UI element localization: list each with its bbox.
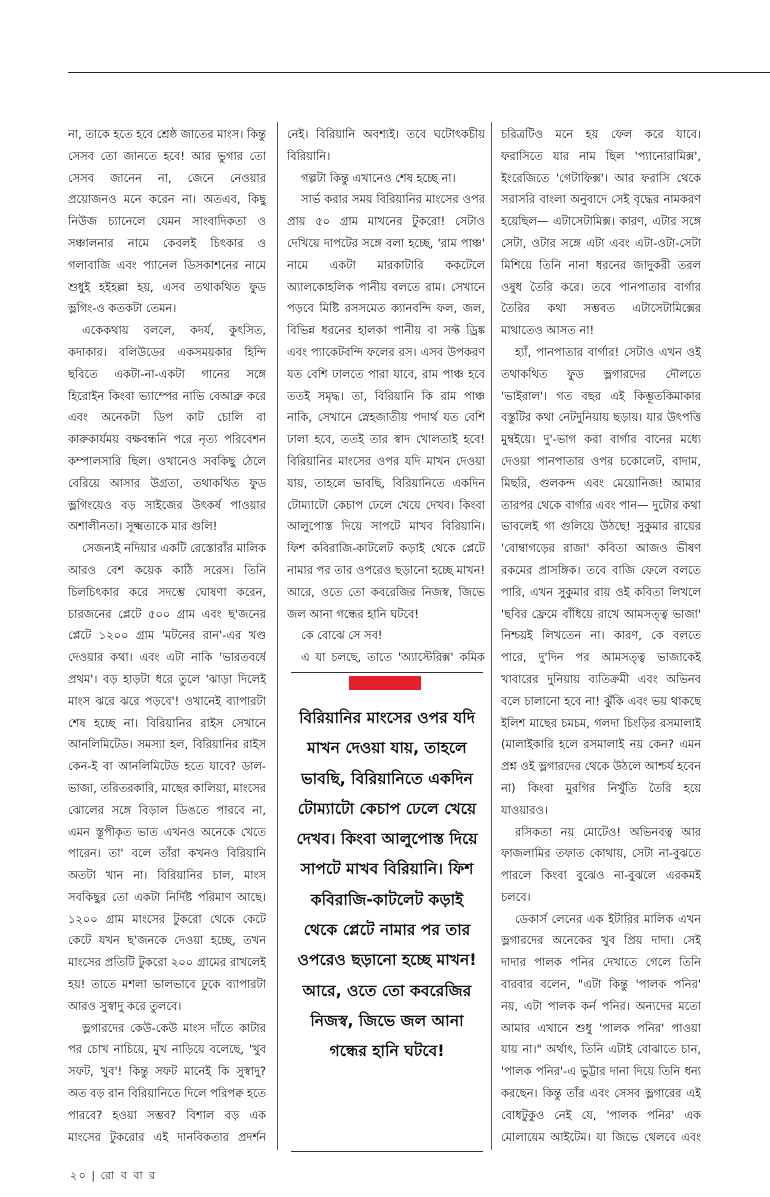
paragraph: ডেকার্স লেনের এক ইটারির মালিক এখন ভ্লগারদের অনেকের খুব প্রিয় দাদা। সেই দাদার পালক পনির দেখাতে গেলে তিনি বারবার বলেন, "এটা কিন্তু 'পালক পনির' নয়, এটা পালক কর্ন পনির। অন্যদের মতো আমার এখানে শুধু 'পালক পনির' পাওয়া যায় না।" অর্থাৎ, তিনি এটাই বোঝাতে চান, 'পালক পনির'-এ ভুট্টার দানা দিয়ে তিনি ধন্য করছেন। কিন্তু তাঁর এবং সেসব ভ্লগারের এই বোধটুকুও নেই যে, 'পালক পনির' এক মোলায়েম আইটেম। যা জিভে থেলবে এবং [501, 911, 701, 1144]
page-number: ২০ [70, 1169, 88, 1182]
paragraph: সার্ভ করার সময় বিরিয়ানির মাংসের ওপর প্রায় ৫০ গ্রাম মাখনের টুকরো! সেটাও দেখিয়ে দাপটের সঙ্গে বলা হচ্ছে, 'রাম পাঞ্চ' নামে একটা মারকাটারি ককটেলে অ্যালকোহলিক পানীয় বলতে রাম। সেখানে পড়বে মিষ্টি রসসমেত ক্যানবন্দি ফল, জল, বিভিন্ন ধরনের হালকা পানীয় বা সফ্ট ড্রিঙ্ক এবং প্যাকেটবন্দি ফলের রস। এসব উপকরণ যত বেশি ঢালতে পারা যাবে, রাম পাঞ্চ হবে ততই সমৃদ্ধ। তা, বিরিয়ানি কি রাম পাঞ্চ নাকি, সেখানে স্নেহজাতীয় পদার্থ যত বেশি ঢালা হবে, ততই তার স্বাদ খোলতাই হবে! বিরিয়ানির মাংসের ওপর যদি মাখন দেওয়া যায়, তাহলে ভাবছি, বিরিয়ানিতে একদিন টোম্যাটো কেচাপ ঢেলে খেয়ে দেখব। কিংবা আলুপোস্ত দিয়ে সাপটে মাখব বিরিয়ানি। ফিশ কবিরাজি-কাটলেট কড়াই থেকে প্লেটে নামার পর তার ওপরেও ছড়ানো হচ্ছে মাখন! আরে, ওতে তো কবরেজির নিজস্ব, জিভে জল আনা গন্ধের হানি ঘটবে! [287, 192, 485, 621]
paragraph: হ্যাঁ, পানপাতার বার্গার! সেটাও এখন ওই তথাকথিত ফুড ভ্লগারদের দৌলতে 'ভাইরাল'। গত বছর এই কিম্ভূতকিমাকার বস্তুটির কথা নেটদুনিয়ায় ছড়ায়। যার উৎপত্তি মুম্বইয়ে। দু'-ভাগ করা বার্গার বানের মধ্যে দেওয়া পানপাতার ওপর চকোলেট, বাদাম, মিছরি, গুলকন্দ এবং মেয়োনিজ! আমার তারপর থেকে বার্গার এবং পান— দুটোর কথা ভাবলেই গা গুলিয়ে উঠছে! সুকুমার রায়ের 'বোম্বাগড়ের রাজা' কবিতা আজও ভীষণ রকমের প্রাসঙ্গিক। তবে বাজি ফেলে বলতে পারি, এখন সুকুমার রায় ওই কবিতা লিখলে 'ছবির ফ্রেমে বাঁধিয়ে রাখে আমসত্ত্ব ভাজা' নিশ্চয়ই লিখতেন না। কারণ, কে বলতে পারে, দু'দিন পর আমসত্ত্ব ভাজাকেই খাবারের দুনিয়ায় ব্যতিক্রমী এবং অভিনব বলে চালানো হবে না! ঝুঁকি এবং ভয় থাকছে ইলিশ মাছের চমচম, গলদা চিংড়ির রসমালাই (মালাইকারি হলে রসমালাই নয় কেন? এমন প্রশ্ন ওই ভ্লগারদের থেকে উঠলে আশ্চর্য হবেন না) কিংবা মুরগির নিখুঁতি তৈরি হয়ে যাওয়ারও। [501, 344, 701, 817]
folio-separator: | [91, 1169, 97, 1182]
paragraph: এ যা চলছে, তাতে 'অ্যাস্টেরিক্স' কমিক [301, 650, 485, 664]
page-folio [70, 1167, 157, 1186]
paragraph: না, তাকে হতে হবে শ্রেষ্ঠ জাতের মাংস। কিন্তু সেসব তো জানতে হবে! আর ভুগার তো সেসব জানেন না, জেনে নেওয়ার প্রয়োজনও মনে করেন না। অতএব, কিছু নিউজ চ্যানেলে যেমন সাংবাদিকতা ও সঞ্চালনার নামে কেবলই চিৎকার ও গলাবাজি এবং প্যানেল ডিসকাশনের নামে শুধুই হইহল্লা হয়, এসব তথাকথিত ফুড ভ্লগিং-ও কতকটা তেমন। [68, 127, 266, 316]
top-rule [68, 72, 770, 73]
paragraph: চরিত্রটিও মনে হয় ফেল করে যাবে। ফরাসিতে যার নাম ছিল 'প্যানোরামিক্স', ইংরেজিতে 'গেটাফিক্স'। আর ফরাসি থেকে সরাসরি বাংলা অনুবাদে সেই বৃদ্ধের নামকরণ হয়েছিল— এটাসেটামিক্স। কারণ, এটার সঙ্গে সেটা, ওটার সঙ্গে এটা এবং এটা-ওটা-সেটা মিশিয়ে তিনি নানা ধরনের জাদুকরী তরল ওষুধ তৈরি করে। তবে পানপাতার বার্গার তৈরির কথা সম্ভবত এটাসেটামিক্সের মাথাতেও আসত না! [501, 127, 701, 338]
paragraph: সেজন্যই নদিয়ার একটি রেস্তোরাঁর মালিক আরও বেশ কয়েক কাঠি সরেস। তিনি চিলচিৎকার করে সদম্ভে ঘোষণা করেন, চারজনের প্লেটে ৫০০ গ্রাম এবং ছ'জনের প্লেটে ১২০০ গ্রাম 'মটনের রান'-এর খণ্ড দেওয়ার কথা। এবং এটা নাকি 'ভারতবর্ষে প্রথম'। বড় হাড়টা ধরে তুলে 'ঝাড়া দিলেই মাংস ঝরে ঝরে পড়বে'! ওখানেই ব্যাপারটা শেষ হচ্ছে না। বিরিয়ানির রাইস সেখানে আনলিমিটেড। সমস্যা হল, বিরিয়ানির রাইস কেন-ই বা আনলিমিটেড হতে যাবে? ডাল-ভাজা, তরিতরকারি, মাছের কালিয়া, মাংসের ঝোলের সঙ্গে বিড়াল ডিঙতে পারবে না, এমন স্তূপীকৃত ভাত এখনও অনেকে খেতে পারেন। তা' বলে তাঁরা কখনও বিরিয়ানি অতটা খান না। বিরিয়ানির চাল, মাংস সবকিছুর তো একটা নির্দিষ্ট পরিমাণ আছে। ১২০০ গ্রাম মাংসের টুকরো থেকে কেটে কেটে যখন ছ'জনকে দেওয়া হচ্ছে, তখন মাংসের প্রতিটি টুকরো ২০০ গ্রামের রাখলেই হয়! তাতে মশলা ভালভাবে ঢুকে ব্যাপারটা আরও সুস্বাদু করে তুলবে। [68, 541, 266, 1013]
paragraph: ভ্লগারদের কেউ-কেউ মাংস দাঁতে কাটার পর চোখ নাচিয়ে, মুখ নাড়িয়ে বলেছে, 'খুব সফট, খুব'! কিন্তু সফট মানেই কি সুস্বাদু? অত বড় রান বিরিয়ানিতে দিলে পরিপক্ব হতে পারবে? হওয়া সম্ভব? বিশাল বড় এক মাংসের টুকরোর এই দানবিকতার প্রদর্শন [68, 1020, 266, 1144]
section-name: রো ব বা র [100, 1169, 157, 1182]
paragraph: রসিকতা নয় মোটেও! অভিনবত্ব আর ফাজলামির তফাত কোথায়, সেটা না-বুঝতে পারলে কিংবা বুঝেও না-বুঝলে এরকমই চলবে। [501, 824, 701, 904]
article-column-2 [287, 124, 485, 664]
column-divider [277, 122, 278, 1150]
paragraph: কে বোঝে সে সব! [301, 628, 383, 643]
paragraph: একেকথায় বললে, কদর্য, কুৎসিত, কদাকার। বলিউডের একসময়কার হিন্দি ছবিতে একটা-না-একটা গানের সঙ্গে হিরোইন কিংবা ভ্যাম্পের নাভি বেআব্রু করে এবং অনেকটা ডিপ কাট চোলি বা কারুকার্যময় বক্ষবন্ধনি পরে নৃত্য পরিবেশন কম্পালসারি ছিল। ওখানেও সবকিছু ঠেলে বেরিয়ে আসার উগ্রতা, তথাকথিত ফুড ভ্লগিংয়েও বড় সাইজের উৎকর্ষ পাওয়ার অশালীনতা। সূক্ষ্মতাকে মার গুলি! [68, 323, 266, 534]
article-column-3 [501, 124, 701, 1144]
article-column-1 [68, 124, 266, 1144]
paragraph: গল্পটা কিন্তু এখানেও শেষ হচ্ছে না। [301, 170, 456, 185]
column-divider [491, 122, 492, 1150]
pullquote-text: বিরিয়ানির মাংসের ওপর যদি মাখন দেওয়া যায়, তাহলে ভাবছি, বিরিয়ানিতে একদিন টোম্যাটো কেচাপ ঢেলে খেয়ে দেখব। কিংবা আলুপোস্ত দিয়ে সাপটে মাখব বিরিয়ানি। ফিশ কবিরাজি-কাটলেট কড়াই থেকে প্লেটে নামার পর তার ওপরেও ছড়ানো হচ্ছে মাখন! আরে, ওতে তো কবরেজির নিজস্ব, জিভে জল আনা গন্ধের হানি ঘটবে! [296, 709, 478, 1061]
paragraph: নেই। বিরিয়ানি অবশ্যই। তবে ঘটোৎকচীয় বিরিয়ানি। [287, 127, 485, 163]
pullquote [291, 672, 483, 1152]
